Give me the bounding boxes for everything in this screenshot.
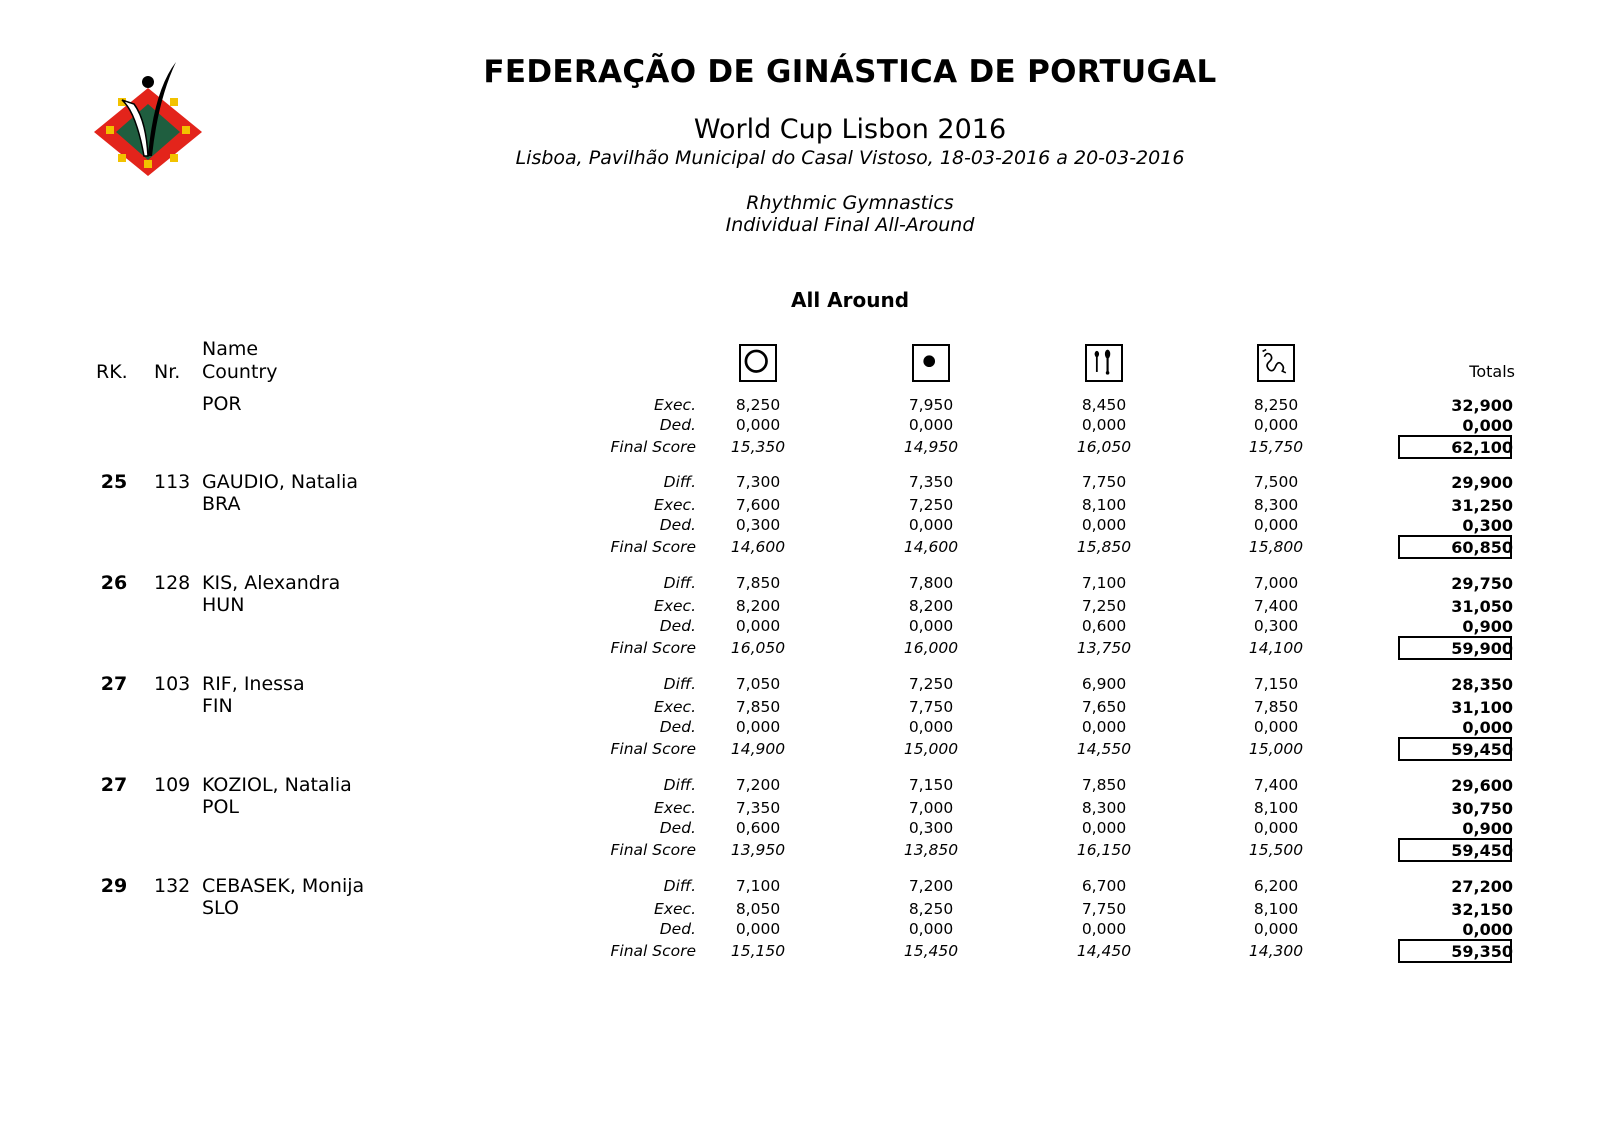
score-cell: 8,100 xyxy=(1253,900,1299,918)
score-label-final: Final Score xyxy=(610,639,696,657)
score-label-exec: Exec. xyxy=(654,496,696,514)
athlete-number: 132 xyxy=(154,875,191,897)
ball-icon xyxy=(912,344,950,382)
final-score-cell: 15,800 xyxy=(1248,538,1304,556)
score-cell: 0,000 xyxy=(908,920,954,938)
score-label-exec: Exec. xyxy=(654,900,696,918)
athlete-number: 128 xyxy=(154,572,191,594)
final-total: 59,900 xyxy=(1451,639,1513,658)
score-label-ded: Ded. xyxy=(659,718,696,736)
score-cell: 7,250 xyxy=(1081,597,1127,615)
score-total: 31,050 xyxy=(1451,597,1513,616)
athlete-name: KOZIOL, Natalia xyxy=(202,774,352,796)
final-score-cell: 16,050 xyxy=(730,639,786,657)
score-cell: 7,500 xyxy=(1253,473,1299,491)
score-total: 0,000 xyxy=(1462,416,1513,435)
score-cell: 0,000 xyxy=(735,617,781,635)
final-score-cell: 13,850 xyxy=(903,841,959,859)
hoop-icon xyxy=(739,344,777,382)
score-cell: 7,850 xyxy=(1253,698,1299,716)
athlete-country: HUN xyxy=(202,594,245,616)
score-label-exec: Exec. xyxy=(654,698,696,716)
athlete-name: RIF, Inessa xyxy=(202,673,305,695)
score-cell: 0,000 xyxy=(1081,819,1127,837)
athlete-number: 113 xyxy=(154,471,191,493)
score-cell: 7,100 xyxy=(735,877,781,895)
final-total: 59,450 xyxy=(1451,740,1513,759)
score-cell: 7,750 xyxy=(908,698,954,716)
athlete-rank: 25 xyxy=(100,471,128,493)
score-label-exec: Exec. xyxy=(654,597,696,615)
final-score-cell: 15,750 xyxy=(1248,438,1304,456)
score-total: 32,900 xyxy=(1451,396,1513,415)
score-cell: 0,300 xyxy=(735,516,781,534)
score-cell: 7,000 xyxy=(1253,574,1299,592)
final-total-box xyxy=(1398,535,1512,559)
score-cell: 7,350 xyxy=(735,799,781,817)
score-cell: 7,000 xyxy=(908,799,954,817)
score-cell: 8,250 xyxy=(735,396,781,414)
score-cell: 7,850 xyxy=(735,574,781,592)
score-cell: 7,400 xyxy=(1253,776,1299,794)
clubs-icon xyxy=(1085,344,1123,382)
final-score-cell: 14,600 xyxy=(903,538,959,556)
score-cell: 7,100 xyxy=(1081,574,1127,592)
score-cell: 7,650 xyxy=(1081,698,1127,716)
score-label-diff: Diff. xyxy=(663,675,696,693)
athlete-country: POR xyxy=(202,393,242,415)
athlete-country: FIN xyxy=(202,695,233,717)
score-cell: 6,200 xyxy=(1253,877,1299,895)
score-label-diff: Diff. xyxy=(663,776,696,794)
score-label-ded: Ded. xyxy=(659,516,696,534)
final-score-cell: 14,300 xyxy=(1248,942,1304,960)
final-total-box xyxy=(1398,435,1512,459)
athlete-number: 109 xyxy=(154,774,191,796)
score-label-ded: Ded. xyxy=(659,617,696,635)
score-label-diff: Diff. xyxy=(663,574,696,592)
score-cell: 6,900 xyxy=(1081,675,1127,693)
score-cell: 0,300 xyxy=(1253,617,1299,635)
score-total: 29,600 xyxy=(1451,776,1513,795)
country-header: Country xyxy=(202,361,278,383)
athlete-number: 103 xyxy=(154,673,191,695)
final-score-cell: 14,900 xyxy=(730,740,786,758)
score-total: 28,350 xyxy=(1451,675,1513,694)
score-cell: 0,000 xyxy=(1081,516,1127,534)
final-total: 59,350 xyxy=(1451,942,1513,961)
score-total: 0,900 xyxy=(1462,617,1513,636)
final-score-cell: 13,950 xyxy=(730,841,786,859)
score-cell: 6,700 xyxy=(1081,877,1127,895)
final-total-box xyxy=(1398,939,1512,963)
final-score-cell: 13,750 xyxy=(1076,639,1132,657)
score-cell: 0,000 xyxy=(908,718,954,736)
score-cell: 7,400 xyxy=(1253,597,1299,615)
final-score-cell: 14,450 xyxy=(1076,942,1132,960)
final-score-cell: 14,550 xyxy=(1076,740,1132,758)
score-total: 0,900 xyxy=(1462,819,1513,838)
score-cell: 0,000 xyxy=(908,617,954,635)
ribbon-icon xyxy=(1257,344,1295,382)
score-cell: 7,600 xyxy=(735,496,781,514)
final-score-cell: 15,350 xyxy=(730,438,786,456)
score-label-ded: Ded. xyxy=(659,416,696,434)
score-total: 27,200 xyxy=(1451,877,1513,896)
score-cell: 7,750 xyxy=(1081,900,1127,918)
score-cell: 7,200 xyxy=(908,877,954,895)
final-total-box xyxy=(1398,737,1512,761)
score-cell: 8,250 xyxy=(908,900,954,918)
score-total: 29,750 xyxy=(1451,574,1513,593)
score-total: 0,000 xyxy=(1462,920,1513,939)
score-cell: 7,850 xyxy=(1081,776,1127,794)
final-score-cell: 15,450 xyxy=(903,942,959,960)
athlete-name: GAUDIO, Natalia xyxy=(202,471,359,493)
score-cell: 8,100 xyxy=(1253,799,1299,817)
score-cell: 8,200 xyxy=(908,597,954,615)
athlete-rank: 27 xyxy=(100,673,128,695)
rank-header: RK. xyxy=(96,361,128,383)
score-cell: 7,300 xyxy=(735,473,781,491)
score-cell: 0,000 xyxy=(735,416,781,434)
score-total: 0,300 xyxy=(1462,516,1513,535)
final-score-cell: 15,000 xyxy=(903,740,959,758)
score-label-final: Final Score xyxy=(610,841,696,859)
athlete-country: POL xyxy=(202,796,239,818)
score-cell: 7,800 xyxy=(908,574,954,592)
score-cell: 0,000 xyxy=(908,516,954,534)
score-total: 0,000 xyxy=(1462,718,1513,737)
score-cell: 0,000 xyxy=(1081,718,1127,736)
discipline: Rhythmic Gymnastics xyxy=(746,192,954,214)
name-header: Name xyxy=(202,338,259,360)
score-label-final: Final Score xyxy=(610,942,696,960)
final-score-cell: 15,000 xyxy=(1248,740,1304,758)
score-label-diff: Diff. xyxy=(663,877,696,895)
score-cell: 7,150 xyxy=(908,776,954,794)
section-title: All Around xyxy=(790,288,910,312)
score-cell: 0,000 xyxy=(735,718,781,736)
score-cell: 8,450 xyxy=(1081,396,1127,414)
score-cell: 7,850 xyxy=(735,698,781,716)
score-label-ded: Ded. xyxy=(659,819,696,837)
score-cell: 7,950 xyxy=(908,396,954,414)
score-cell: 0,000 xyxy=(908,416,954,434)
score-label-exec: Exec. xyxy=(654,799,696,817)
score-cell: 8,200 xyxy=(735,597,781,615)
score-cell: 7,250 xyxy=(908,675,954,693)
score-cell: 7,250 xyxy=(908,496,954,514)
org-title: FEDERAÇÃO DE GINÁSTICA DE PORTUGAL xyxy=(483,54,1217,90)
final-total: 59,450 xyxy=(1451,841,1513,860)
score-label-final: Final Score xyxy=(610,740,696,758)
score-cell: 0,000 xyxy=(1081,920,1127,938)
score-label-diff: Diff. xyxy=(663,473,696,491)
final-score-cell: 16,000 xyxy=(903,639,959,657)
score-total: 32,150 xyxy=(1451,900,1513,919)
score-cell: 0,000 xyxy=(735,920,781,938)
final-total-box xyxy=(1398,636,1512,660)
score-cell: 8,300 xyxy=(1081,799,1127,817)
athlete-rank: 29 xyxy=(100,875,128,897)
athlete-name: CEBASEK, Monija xyxy=(202,875,365,897)
score-total: 31,100 xyxy=(1451,698,1513,717)
score-cell: 7,350 xyxy=(908,473,954,491)
score-cell: 0,000 xyxy=(1253,819,1299,837)
score-cell: 7,150 xyxy=(1253,675,1299,693)
final-score-cell: 14,100 xyxy=(1248,639,1304,657)
final-score-cell: 14,600 xyxy=(730,538,786,556)
score-cell: 0,000 xyxy=(1253,416,1299,434)
score-label-ded: Ded. xyxy=(659,920,696,938)
athlete-country: BRA xyxy=(202,493,241,515)
score-cell: 0,000 xyxy=(1081,416,1127,434)
competition-name: Individual Final All-Around xyxy=(725,214,975,236)
score-label-final: Final Score xyxy=(610,538,696,556)
final-score-cell: 15,150 xyxy=(730,942,786,960)
score-label-exec: Exec. xyxy=(654,396,696,414)
score-cell: 8,250 xyxy=(1253,396,1299,414)
number-header: Nr. xyxy=(154,361,181,383)
final-total: 60,850 xyxy=(1451,538,1513,557)
final-score-cell: 14,950 xyxy=(903,438,959,456)
final-score-cell: 15,500 xyxy=(1248,841,1304,859)
final-total-box xyxy=(1398,838,1512,862)
score-cell: 8,050 xyxy=(735,900,781,918)
totals-header: Totals xyxy=(1469,362,1515,381)
athlete-rank: 26 xyxy=(100,572,128,594)
event-venue: Lisboa, Pavilhão Municipal do Casal Vistoso, 18-03-2016 a 20-03-2016 xyxy=(515,147,1185,169)
final-score-cell: 16,150 xyxy=(1076,841,1132,859)
event-title: World Cup Lisbon 2016 xyxy=(693,114,1007,145)
score-cell: 0,300 xyxy=(908,819,954,837)
score-label-final: Final Score xyxy=(610,438,696,456)
athlete-country: SLO xyxy=(202,897,239,919)
score-cell: 7,050 xyxy=(735,675,781,693)
score-cell: 0,000 xyxy=(1253,718,1299,736)
athlete-name: KIS, Alexandra xyxy=(202,572,341,594)
score-total: 30,750 xyxy=(1451,799,1513,818)
final-score-cell: 15,850 xyxy=(1076,538,1132,556)
score-cell: 0,600 xyxy=(735,819,781,837)
score-total: 31,250 xyxy=(1451,496,1513,515)
score-cell: 0,000 xyxy=(1253,516,1299,534)
final-score-cell: 16,050 xyxy=(1076,438,1132,456)
score-total: 29,900 xyxy=(1451,473,1513,492)
athlete-rank: 27 xyxy=(100,774,128,796)
final-total: 62,100 xyxy=(1451,438,1513,457)
score-cell: 8,300 xyxy=(1253,496,1299,514)
score-cell: 8,100 xyxy=(1081,496,1127,514)
score-cell: 0,600 xyxy=(1081,617,1127,635)
score-cell: 7,200 xyxy=(735,776,781,794)
score-cell: 0,000 xyxy=(1253,920,1299,938)
score-cell: 7,750 xyxy=(1081,473,1127,491)
